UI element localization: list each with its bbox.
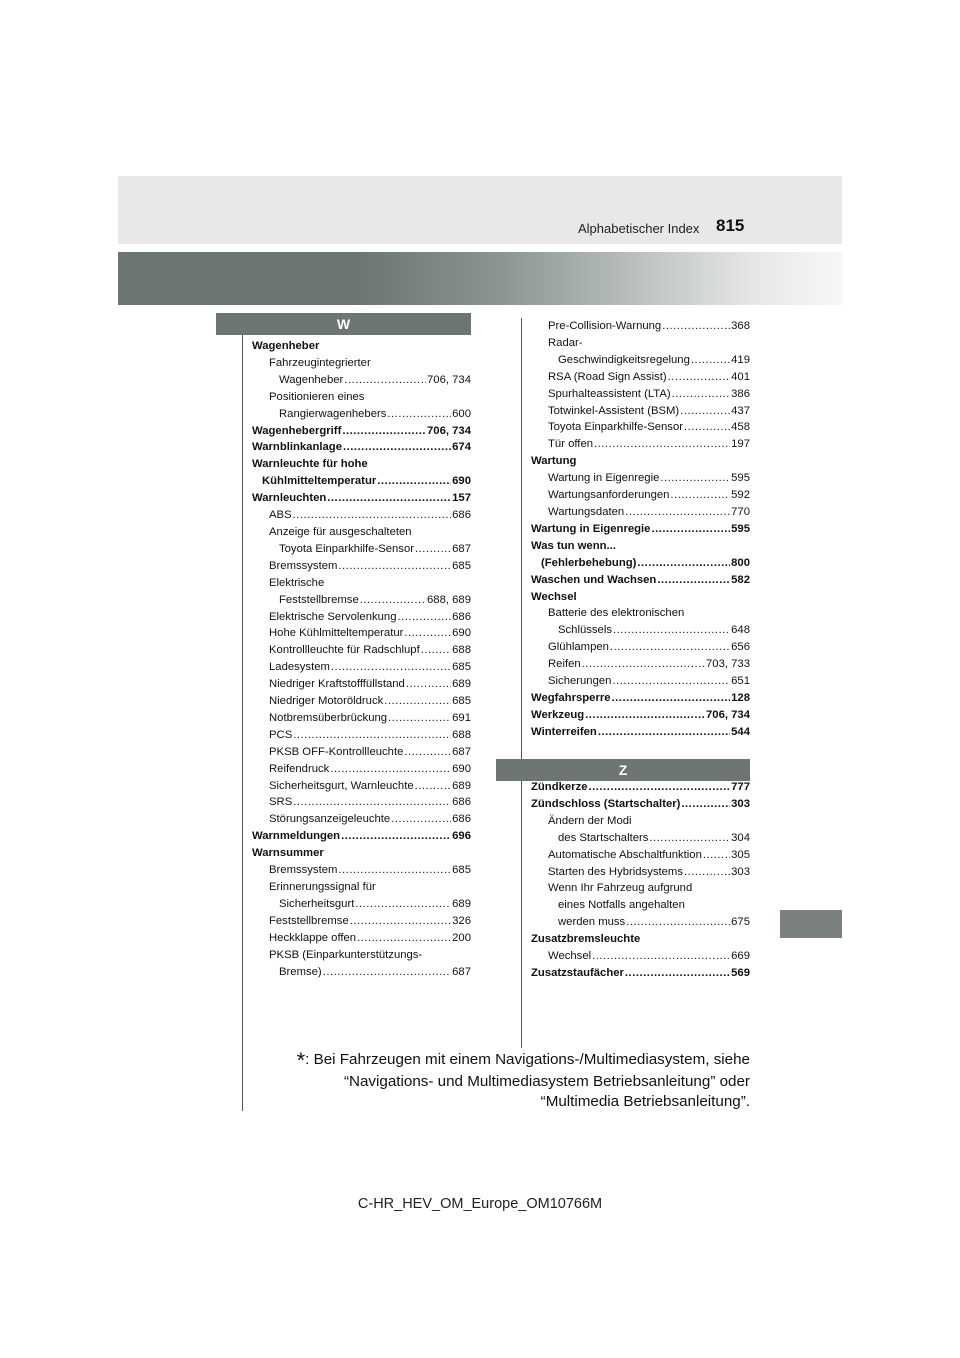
index-entry-page: 401: [731, 370, 750, 383]
index-entry-text: Starten des Hybridsystems: [548, 865, 683, 878]
index-entry-text: Wegfahrsperre: [531, 691, 611, 704]
index-entry-text: Automatische Abschaltfunktion: [548, 848, 702, 861]
index-entry-page: 305: [731, 848, 750, 861]
index-entry-page: 777: [731, 781, 750, 793]
index-entry: [252, 930, 471, 947]
index-entry: [531, 724, 750, 741]
index-entry-page: 648: [731, 624, 750, 637]
index-entry-page: 197: [731, 438, 750, 451]
index-entry: [252, 406, 471, 423]
dot-leader: [668, 369, 730, 386]
index-entry-text: Reifendruck: [269, 762, 330, 775]
dot-leader: [330, 761, 451, 778]
index-entry: [252, 592, 471, 609]
dot-leader: [344, 372, 426, 389]
dot-leader: [323, 964, 451, 981]
section-letter-w: W: [216, 313, 471, 335]
index-entry-text: Zusatzstaufächer: [531, 966, 624, 979]
index-entry-page: 304: [731, 831, 750, 844]
index-entry: [252, 710, 471, 727]
index-entry: [252, 693, 471, 710]
index-entry-page: 800: [731, 556, 750, 569]
index-entry: [252, 558, 471, 575]
section-letter-z: Z: [496, 759, 750, 781]
dot-leader: [613, 622, 730, 639]
index-entry-page: 686: [452, 813, 471, 826]
index-entry: [252, 338, 471, 355]
index-entry: [531, 796, 750, 813]
index-entry: [531, 673, 750, 690]
index-entry-page: 687: [452, 965, 471, 978]
dot-leader: [387, 406, 451, 423]
index-entry-text: Sicherheitsgurt: [279, 897, 355, 910]
index-entry-page: 688, 689: [427, 593, 471, 606]
index-entry-text: Elektrische: [269, 576, 325, 589]
dot-leader: [406, 676, 451, 693]
index-entry: [531, 572, 750, 589]
index-entry-text: Was tun wenn...: [531, 539, 616, 552]
index-entry-page: 690: [452, 627, 471, 640]
dot-leader: [293, 794, 451, 811]
dot-leader: [625, 504, 730, 521]
index-entry-text: (Fehlerbehebung): [541, 556, 637, 569]
index-column-right-w: [531, 318, 750, 741]
index-entry-page: 706, 734: [427, 373, 471, 386]
left-margin-rule: [242, 335, 243, 1111]
index-entry-text: Winterreifen: [531, 725, 597, 738]
index-entry-text: Wechsel: [531, 590, 577, 603]
index-entry: [252, 896, 471, 913]
dot-leader: [357, 930, 451, 947]
dot-leader: [594, 436, 730, 453]
index-entry-text: Ändern der Modi: [548, 814, 632, 827]
dot-leader: [350, 913, 451, 930]
index-entry: [252, 642, 471, 659]
index-entry-text: Warnsummer: [252, 847, 324, 860]
page-number: 815: [716, 216, 745, 235]
dot-leader: [582, 656, 705, 673]
index-entry-page: 706, 734: [706, 708, 750, 721]
dot-leader: [360, 592, 426, 609]
index-entry-text: Wartungsanforderungen: [548, 489, 670, 502]
dot-leader: [341, 828, 451, 845]
index-entry-text: Kühlmitteltemperatur: [262, 475, 377, 488]
index-entry-page: 688: [452, 644, 471, 657]
dot-leader: [610, 639, 730, 656]
index-entry-text: Werkzeug: [531, 708, 585, 721]
dot-leader: [331, 659, 451, 676]
index-entry-page: 303: [731, 865, 750, 878]
index-entry: [531, 779, 750, 796]
index-entry-page: 419: [731, 353, 750, 366]
dot-leader: [672, 386, 730, 403]
dot-leader: [338, 558, 451, 575]
index-entry-text: Wagenhebergriff: [252, 424, 342, 437]
index-entry: [531, 948, 750, 965]
index-entry: [531, 589, 750, 606]
index-entry-text: Rangierwagenhebers: [279, 407, 387, 420]
index-entry: [531, 880, 750, 897]
index-entry: [252, 744, 471, 761]
index-entry: [531, 690, 750, 707]
index-entry: [252, 659, 471, 676]
index-entry-text: Sicherheitsgurt, Warnleuchte: [269, 779, 414, 792]
index-entry: [252, 355, 471, 372]
index-entry-text: ABS: [269, 509, 292, 522]
index-entry-page: 592: [731, 489, 750, 502]
index-entry-page: 326: [452, 914, 471, 927]
index-entry-page: 157: [452, 492, 471, 505]
dot-leader: [626, 914, 730, 931]
dot-leader: [703, 847, 730, 864]
dot-leader: [293, 507, 452, 524]
index-entry-text: Feststellbremse: [279, 593, 359, 606]
dot-leader: [612, 690, 731, 707]
index-entry-text: Toyota Einparkhilfe-Sensor: [279, 542, 415, 555]
index-entry: [252, 947, 471, 964]
dot-leader: [589, 779, 731, 796]
dot-leader: [338, 862, 451, 879]
index-entry-page: 689: [452, 779, 471, 792]
index-entry-text: SRS: [269, 796, 293, 809]
index-entry-text: eines Notfalls angehalten: [558, 899, 685, 912]
index-entry-text: Bremssystem: [269, 559, 338, 572]
footnote-line-2: “Navigations- und Multimediasystem Betriebsanleitung” oder: [343, 1072, 750, 1090]
dot-leader: [691, 352, 730, 369]
index-entry: [531, 352, 750, 369]
dot-leader: [660, 470, 730, 487]
index-entry: [531, 847, 750, 864]
index-entry-page: 686: [452, 610, 471, 623]
dot-leader: [421, 642, 451, 659]
index-entry-text: Spurhalteassistent (LTA): [548, 387, 671, 400]
footnote-line-1: *: Bei Fahrzeugen mit einem Navigations-/Multimediasystem, siehe: [296, 1048, 750, 1073]
index-entry-page: 569: [731, 966, 750, 979]
index-entry-text: Geschwindigkeitsregelung: [558, 353, 690, 366]
index-entry: [252, 913, 471, 930]
index-entry-page: 685: [452, 661, 471, 674]
index-entry: [531, 470, 750, 487]
index-entry: [252, 524, 471, 541]
dot-leader: [649, 830, 730, 847]
index-entry-page: 674: [452, 441, 471, 454]
index-entry-text: Totwinkel-Assistent (BSM): [548, 404, 680, 417]
index-entry-page: 687: [452, 542, 471, 555]
index-entry: [252, 862, 471, 879]
dot-leader: [684, 864, 730, 881]
index-entry-text: Zusatzbremsleuchte: [531, 933, 641, 946]
index-entry: [531, 453, 750, 470]
footnote-line-3: “Multimedia Betriebsanleitung”.: [540, 1093, 750, 1110]
index-entry: [252, 811, 471, 828]
index-entry: [531, 965, 750, 982]
dot-leader: [397, 609, 451, 626]
index-entry: [252, 879, 471, 896]
index-entry-page: 703, 733: [706, 658, 750, 671]
index-entry: [531, 335, 750, 352]
index-entry: [531, 419, 750, 436]
index-entry: [252, 727, 471, 744]
index-entry: [252, 541, 471, 558]
dot-leader: [585, 707, 705, 724]
index-entry-page: 368: [731, 320, 750, 332]
dot-leader: [388, 710, 451, 727]
footnote-star: *: [296, 1048, 306, 1073]
dot-leader: [625, 965, 730, 982]
index-entry: [252, 609, 471, 626]
dot-leader: [293, 727, 451, 744]
index-entry: [252, 372, 471, 389]
index-entry-page: 706, 734: [427, 424, 471, 437]
dot-leader: [651, 521, 730, 538]
index-entry: [252, 794, 471, 811]
dot-leader: [662, 318, 730, 335]
index-entry-text: Erinnerungssignal für: [269, 881, 376, 893]
index-entry: [531, 369, 750, 386]
decorative-gradient-bar: [118, 252, 842, 305]
dot-leader: [415, 778, 452, 795]
index-entry-page: 582: [731, 573, 750, 586]
index-entry-page: 685: [452, 559, 471, 572]
index-entry: [531, 538, 750, 555]
index-column-right-z: [531, 779, 750, 982]
index-entry-text: PKSB (Einparkunterstützungs-: [269, 948, 423, 961]
index-entry-text: Warnleuchte für hohe: [252, 458, 368, 471]
index-entry-text: Waschen und Wachsen: [531, 573, 657, 586]
index-entry-text: Zündkerze: [531, 781, 588, 793]
dot-leader: [404, 625, 451, 642]
index-entry-text: Toyota Einparkhilfe-Sensor: [548, 421, 684, 434]
index-entry-text: Notbremsüberbrückung: [269, 711, 388, 724]
index-entry: [252, 845, 471, 862]
index-entry-text: Zündschloss (Startschalter): [531, 797, 681, 810]
index-entry: [252, 456, 471, 473]
dot-leader: [598, 724, 730, 741]
dot-leader: [592, 948, 730, 965]
column-divider: [521, 318, 522, 1048]
index-entry-page: 686: [452, 796, 471, 809]
index-entry-page: 686: [452, 509, 471, 522]
index-entry: [252, 828, 471, 845]
index-entry-text: RSA (Road Sign Assist): [548, 370, 667, 383]
dot-leader: [343, 439, 451, 456]
index-entry-text: Wartungsdaten: [548, 505, 625, 518]
dot-leader: [637, 555, 730, 572]
dot-leader: [384, 693, 451, 710]
dot-leader: [355, 896, 451, 913]
index-entry-page: 685: [452, 695, 471, 708]
index-entry: [531, 436, 750, 453]
index-entry-text: Bremse): [279, 965, 322, 978]
index-entry-page: 656: [731, 641, 750, 654]
index-entry: [531, 622, 750, 639]
index-entry-text: Hohe Kühlmitteltemperatur: [269, 627, 404, 640]
index-entry-page: 458: [731, 421, 750, 434]
index-entry-page: 128: [731, 691, 750, 704]
index-entry-page: 600: [452, 407, 471, 420]
chapter-side-tab: [780, 910, 842, 938]
index-entry-page: 303: [731, 797, 750, 810]
index-entry-page: 690: [452, 475, 471, 488]
index-entry-text: Warnleuchten: [252, 492, 327, 505]
index-entry: [252, 389, 471, 406]
index-entry: [252, 423, 471, 440]
index-entry-page: 690: [452, 762, 471, 775]
index-entry-page: 696: [452, 830, 471, 843]
index-entry: [531, 386, 750, 403]
index-entry-page: 687: [452, 745, 471, 758]
index-entry: [252, 778, 471, 795]
index-entry: [531, 504, 750, 521]
index-entry-text: Wartung: [531, 455, 577, 468]
index-entry: [531, 555, 750, 572]
dot-leader: [670, 487, 730, 504]
index-entry-page: 437: [731, 404, 750, 417]
document-code: C-HR_HEV_OM_Europe_OM10766M: [357, 1196, 603, 1212]
index-entry-text: Anzeige für ausgeschalteten: [269, 525, 412, 538]
index-entry: [252, 761, 471, 778]
index-entry: [252, 625, 471, 642]
index-entry: [531, 639, 750, 656]
index-entry-text: Sicherungen: [548, 675, 612, 688]
dot-leader: [680, 403, 730, 420]
index-entry-text: PCS: [269, 728, 293, 741]
index-entry: [252, 575, 471, 592]
index-entry: [531, 897, 750, 914]
index-entry-text: werden muss: [558, 916, 626, 929]
index-entry-page: 688: [452, 728, 471, 741]
index-entry: [531, 403, 750, 420]
index-entry: [252, 507, 471, 524]
index-entry-page: 770: [731, 505, 750, 518]
footnote: [280, 1050, 750, 1113]
index-entry-text: Pre-Collision-Warnung: [548, 320, 662, 332]
index-entry-page: 669: [731, 950, 750, 963]
index-entry-text: Störungsanzeigeleuchte: [269, 813, 391, 826]
dot-leader: [327, 490, 451, 507]
index-entry: [252, 676, 471, 693]
index-entry-text: Reifen: [548, 658, 581, 671]
dot-leader: [657, 572, 730, 589]
index-entry: [531, 707, 750, 724]
index-entry: [531, 931, 750, 948]
dot-leader: [612, 673, 730, 690]
index-entry-text: Wagenheber: [252, 340, 320, 352]
index-entry-text: Glühlampen: [548, 641, 609, 654]
index-entry-page: 386: [731, 387, 750, 400]
index-entry-text: Wenn Ihr Fahrzeug aufgrund: [548, 882, 693, 895]
index-entry-text: Radar-: [548, 336, 583, 349]
index-entry: [252, 964, 471, 981]
index-entry-text: Feststellbremse: [269, 914, 349, 927]
dot-leader: [377, 473, 451, 490]
index-entry-text: Niedriger Kraftstofffüllstand: [269, 678, 405, 691]
index-entry-page: 689: [452, 897, 471, 910]
dot-leader: [684, 419, 730, 436]
index-entry: [531, 914, 750, 931]
index-entry-page: 685: [452, 864, 471, 877]
index-entry-page: 651: [731, 675, 750, 688]
index-entry-page: 595: [731, 472, 750, 485]
index-entry-text: Fahrzeugintegrierter: [269, 356, 371, 369]
index-entry-text: Elektrische Servolenkung: [269, 610, 397, 623]
index-entry-page: 544: [731, 725, 750, 738]
index-entry: [531, 605, 750, 622]
index-entry: [531, 656, 750, 673]
index-entry: [531, 864, 750, 881]
index-entry: [531, 830, 750, 847]
index-entry-text: Ladesystem: [269, 661, 330, 674]
index-entry-text: Schlüssels: [558, 624, 612, 637]
index-entry-page: 691: [452, 711, 471, 724]
index-entry-page: 595: [731, 522, 750, 535]
index-entry: [252, 439, 471, 456]
index-entry-text: Heckklappe offen: [269, 931, 357, 944]
index-entry-text: Warnblinkanlage: [252, 441, 342, 454]
index-entry: [252, 490, 471, 507]
index-entry-text: Wechsel: [548, 950, 592, 963]
index-entry-page: 675: [731, 916, 750, 929]
index-entry: [531, 521, 750, 538]
index-entry-text: Tür offen: [548, 438, 594, 451]
index-entry-text: Bremssystem: [269, 864, 338, 877]
dot-leader: [415, 541, 451, 558]
index-entry-text: Batterie des elektronischen: [548, 607, 685, 620]
index-entry: [531, 318, 750, 335]
dot-leader: [404, 744, 451, 761]
index-entry: [531, 813, 750, 830]
dot-leader: [681, 796, 730, 813]
index-entry-text: Wartung in Eigenregie: [531, 522, 651, 535]
dot-leader: [342, 423, 426, 440]
index-column-left: [252, 338, 471, 980]
index-entry-text: Niedriger Motoröldruck: [269, 695, 384, 708]
index-entry-page: 200: [452, 931, 471, 944]
index-entry-text: Positionieren eines: [269, 390, 365, 403]
index-entry-page: 689: [452, 678, 471, 691]
index-entry: [531, 487, 750, 504]
index-entry-text: des Startschalters: [558, 831, 649, 844]
index-entry-text: PKSB OFF-Kontrollleuchte: [269, 745, 404, 758]
index-entry-text: Wartung in Eigenregie: [548, 472, 660, 485]
index-entry-text: Kontrollleuchte für Radschlupf: [269, 644, 420, 657]
index-entry-text: Warnmeldungen: [252, 830, 341, 843]
dot-leader: [391, 811, 451, 828]
index-entry-text: Wagenheber: [279, 373, 344, 386]
page-header-title: Alphabetischer Index: [578, 221, 700, 236]
index-entry: [252, 473, 471, 490]
